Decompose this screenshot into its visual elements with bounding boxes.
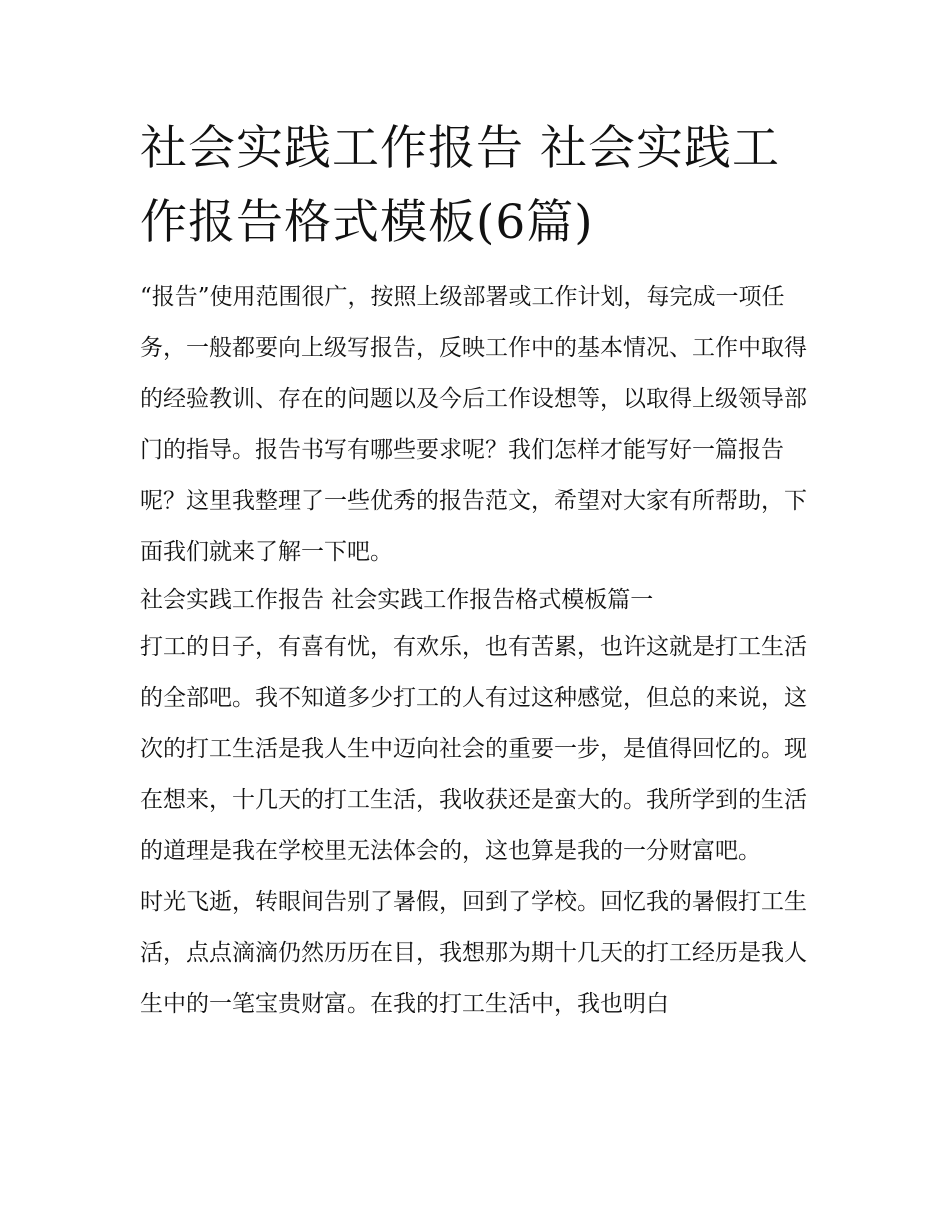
intro-paragraph: “报告”使用范围很广，按照上级部署或工作计划，每完成一项任务，一般都要向上级写报告，反映工作中的基本情况、工作中取得的经验教训、存在的问题以及今后工作设想等，以取得上级领导部门的指导。报告书写有哪些要求呢？我们怎样才能写好一篇报告呢？这里我整理了一些优秀的报告范文，希望对大家有所帮助，下面我们就来了解一下吧。 bbox=[140, 284, 807, 565]
body-paragraph: 打工的日子，有喜有忧，有欢乐，也有苦累，也许这就是打工生活的全部吧。我不知道多少打工的人有过这种感觉，但总的来说，这次的打工生活是我人生中迈向社会的重要一步，是值得回忆的。现在想来，十几天的打工生活，我收获还是蛮大的。我所学到的生活的道理是我在学校里无法体会的，这也算是我的一分财富吧。 bbox=[140, 634, 807, 864]
body-paragraph: 时光飞逝，转眼间告别了暑假，回到了学校。回忆我的暑假打工生活，点点滴滴仍然历历在目，我想那为期十几天的打工经历是我人生中的一笔宝贵财富。在我的打工生活中，我也明白 bbox=[140, 889, 807, 1017]
section-heading: 社会实践工作报告 社会实践工作报告格式模板篇一 bbox=[140, 587, 654, 613]
document-page bbox=[140, 112, 820, 1030]
document-title: 社会实践工作报告 社会实践工作报告格式模板(6篇) bbox=[140, 121, 780, 250]
